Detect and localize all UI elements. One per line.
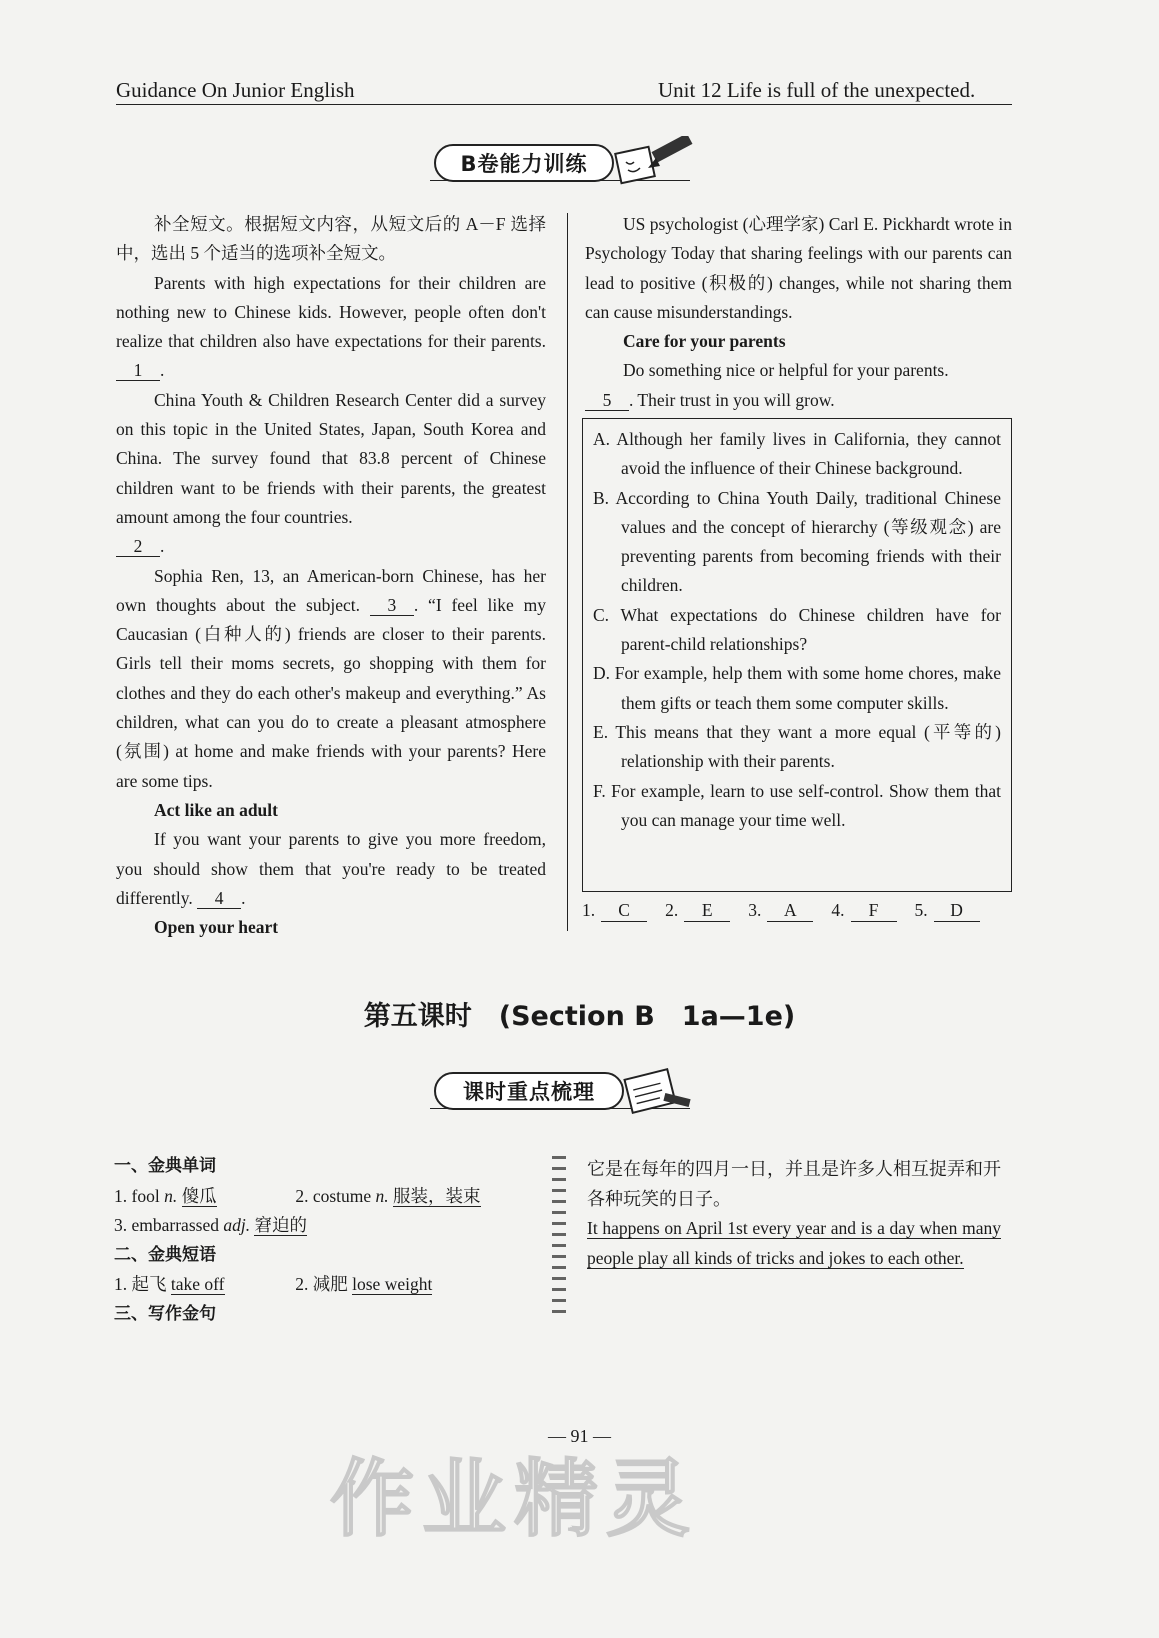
paragraph-4: If you want your parents to give you more freedom, you should show them that you're ready to be treated differently. 4 . [116,829,546,908]
blank-4[interactable]: 4 [197,888,241,909]
word-row: 1. fool n. 傻瓜 2. costume n. 服装，装束 [114,1185,481,1206]
paragraph-1: Parents with high expectations for their children are nothing new to Chinese kids. However, people often don't realize that children also have expectations for their parents. 1 . [116,272,546,381]
phrase-row: 1. 起飞 take off 2. 减肥 lose weight [114,1274,433,1294]
phrases-heading: 二、金典短语 [114,1244,216,1265]
answer-value: E [684,900,730,922]
words-heading: 一、金典单词 [114,1156,216,1176]
instruction: 补全短文。根据短文内容，从短文后的 A－F 选择中，选出 5 个适当的选项补全短文。 [116,214,546,264]
left-column [116,210,546,942]
answer-num: 3. [748,900,762,920]
running-header-right: Unit 12 Life is full of the unexpected. [658,78,976,102]
paragraph-3: Sophia Ren, 13, an American-born Chinese, has her own thoughts about the subject. 3 . “I feel like my Caucasian (白种人的) friends are closer to their parents. Girls tell their moms secrets, go shopping with them for clothes and they do each other's makeup and everything.” As children, what can you do to create a pleasant atmosphere (氛围) at home and make friends with your parents? Here are some tips. [116,565,546,791]
answer-value: F [851,900,897,922]
option-f: F. For example, learn to use self-control. Show them that you can manage your time well. [593,780,1001,830]
answer-row [582,900,998,922]
paragraph-5: US psychologist (心理学家) Carl E. Pickhardt wrote in Psychology Today that sharing feelings with our parents can lead to positive (积极的) changes, while not sharing them can cause misunderstandings. [585,214,1012,322]
review-badge: 课时重点梳理 [434,1072,624,1110]
sentence-chinese: 它是在每年的四月一日，并且是许多人相互捉弄和开各种玩笑的日子。 [587,1159,1001,1209]
options-box [582,418,1012,892]
heading-act-like-adult: Act like an adult [154,799,278,820]
sentences-heading: 三、写作金句 [114,1303,216,1324]
answer-take-off: take off [170,1274,225,1294]
paragraph-2-blank: 2 . [116,532,546,561]
answer-num: 1. [582,900,596,920]
paragraph-2: China Youth & Children Research Center did a survey on this topic in the United States, Japan, South Korea and China. The survey found that 83.8 percent of Chinese children want to be friends with their parents, the greatest amount among the four countries. [116,389,546,527]
option-c: C. What expectations do Chinese children have for parent-child relationships? [593,604,1001,655]
word-row: 3. embarrassed adj. 窘迫的 [114,1215,307,1235]
answer-lose-weight: lose weight [352,1274,433,1294]
lesson-title: 第五课时 (Section B 1a—1e) [363,1001,796,1032]
review-left [114,1152,544,1329]
right-column [585,210,1012,415]
column-divider [567,213,568,931]
blank-3[interactable]: 3 [370,595,414,616]
option-a: A. Although her family lives in California, they cannot avoid the influence of their Chinese background. [593,429,1001,479]
sentence-english: It happens on April 1st every year and is a day when many people play all kinds of tricks and jokes to each other. [587,1218,1001,1268]
paragraph-6-blank: 5 . Their trust in you will grow. [585,386,1012,415]
notebook-icon [622,1066,692,1118]
option-d: D. For example, help them with some home chores, make them gifts or teach them some computer skills. [593,663,1001,713]
option-e: E. This means that they want a more equal (平等的) relationship with their parents. [593,721,1001,772]
page-number: — 91 — [548,1426,611,1446]
answer-value: C [601,900,647,922]
blank-1[interactable]: 1 [116,360,160,381]
blank-5[interactable]: 5 [585,390,629,411]
answer-num: 4. [831,900,845,920]
decorative-divider [552,1156,566,1316]
running-header-left: Guidance On Junior English [116,78,355,102]
answer-num: 2. [665,900,679,920]
section-b-badge: B卷能力训练 [434,144,614,182]
header-rule [116,104,1012,105]
heading-open-heart: Open your heart [154,917,279,938]
pencil-icon [612,136,696,190]
blank-2[interactable]: 2 [116,536,160,557]
answer-fool: 傻瓜 [181,1185,217,1206]
answer-value: A [767,900,813,922]
review-right [587,1154,1001,1273]
option-b: B. According to China Youth Daily, traditional Chinese values and the concept of hierarchy (等级观念) are preventing parents from becoming friends with their children. [593,487,1001,596]
paragraph-6: Do something nice or helpful for your parents. [623,360,949,381]
answer-embarrassed: 窘迫的 [254,1215,307,1235]
watermark: 作业精灵 [330,1450,699,1548]
answer-costume: 服装，装束 [393,1185,481,1206]
answer-value: D [934,900,980,922]
answer-num: 5. [914,900,928,920]
heading-care-parents: Care for your parents [623,331,786,352]
